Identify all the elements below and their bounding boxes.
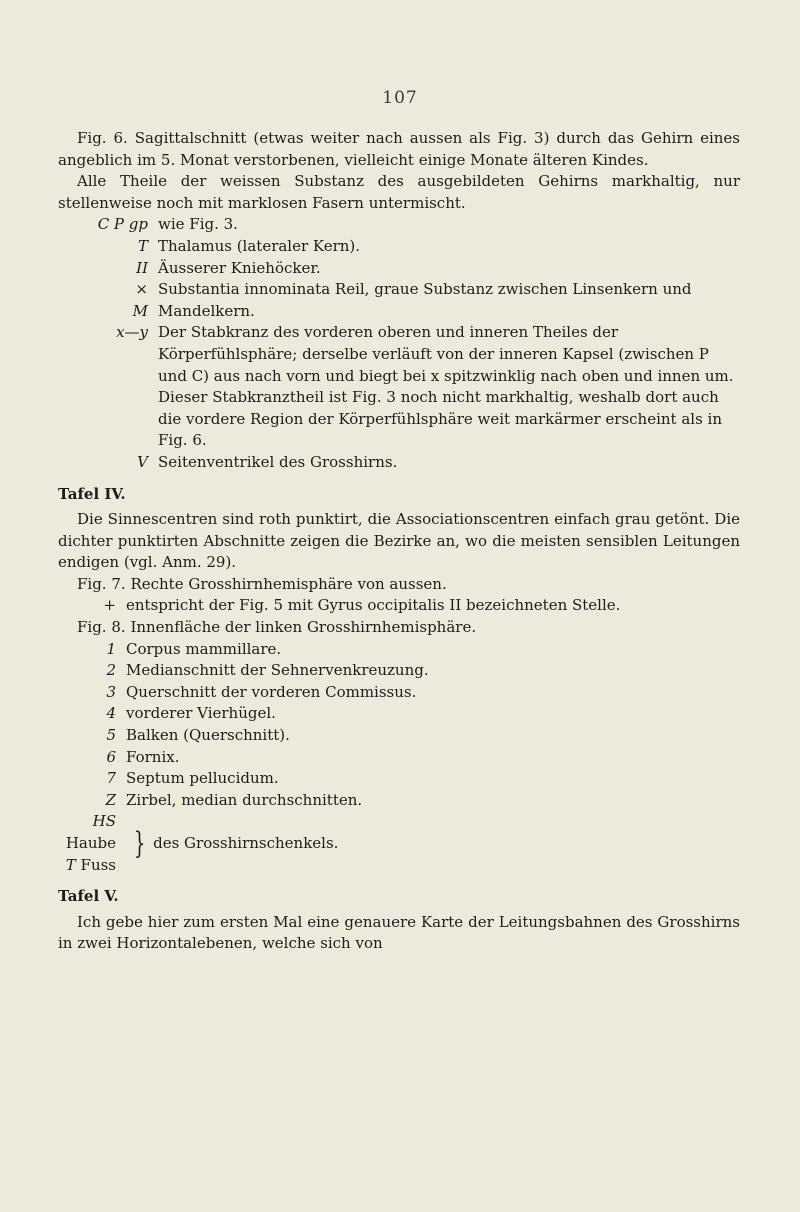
legend-text: Septum pellucidum. bbox=[126, 769, 279, 788]
legend-text: entspricht der Fig. 5 mit Gyrus occipitalis II bezeichneten Stelle. bbox=[126, 596, 621, 615]
legend-key: M bbox=[132, 301, 148, 320]
legend-item bbox=[58, 703, 740, 725]
legend-item bbox=[58, 660, 740, 682]
legend-key: 5 bbox=[106, 726, 116, 745]
brace-keys bbox=[58, 811, 126, 876]
legend-key: × bbox=[135, 280, 148, 299]
legend-item bbox=[58, 595, 740, 617]
legend-item bbox=[58, 682, 740, 704]
text-column bbox=[58, 128, 740, 955]
brace-text-haube: Haube bbox=[65, 834, 116, 852]
curly-brace: } bbox=[133, 825, 146, 861]
legend-key: 1 bbox=[106, 639, 116, 658]
fig8-legend bbox=[58, 639, 740, 812]
legend-key: II bbox=[136, 258, 148, 277]
fig8-text: Innenfläche der linken Grosshirnhemisphäre. bbox=[130, 618, 477, 637]
brace-text-fuss: Fuss bbox=[80, 855, 116, 874]
legend-key: C P gp bbox=[97, 215, 148, 234]
legend-key: 3 bbox=[106, 682, 116, 701]
legend-text: Balken (Querschnitt). bbox=[126, 726, 290, 745]
fig7-legend bbox=[58, 595, 740, 617]
brace-key-t: T bbox=[65, 855, 76, 874]
legend-text: Fornix. bbox=[126, 747, 180, 766]
legend-key: x—y bbox=[116, 323, 148, 342]
legend-text: Querschnitt der vorderen Commissus. bbox=[126, 682, 417, 701]
legend-key: T bbox=[137, 236, 148, 255]
legend-item bbox=[58, 279, 740, 301]
legend-text: Mandelkern. bbox=[158, 301, 255, 320]
legend-item bbox=[58, 790, 740, 812]
legend-key: 4 bbox=[106, 704, 116, 723]
legend-key: 6 bbox=[106, 747, 116, 766]
fig8-caption bbox=[58, 617, 740, 639]
legend-item bbox=[58, 301, 740, 323]
legend-item bbox=[58, 639, 740, 661]
legend-text: Seitenventrikel des Grosshirns. bbox=[158, 452, 398, 471]
fig6-legend bbox=[58, 214, 740, 473]
legend-item bbox=[58, 258, 740, 280]
legend-item bbox=[58, 725, 740, 747]
legend-key: + bbox=[103, 596, 116, 615]
fig7-caption bbox=[58, 574, 740, 596]
page-number: 107 bbox=[382, 88, 418, 108]
legend-text: Corpus mammillare. bbox=[126, 639, 282, 658]
legend-item bbox=[58, 452, 740, 474]
legend-key: V bbox=[137, 452, 148, 471]
legend-item bbox=[58, 747, 740, 769]
legend-text: Substantia innominata Reil, graue Substanz zwischen Linsenkern und bbox=[158, 280, 692, 299]
legend-item bbox=[58, 768, 740, 790]
tafel5-heading: Tafel V. bbox=[58, 887, 119, 906]
legend-text: Medianschnitt der Sehnervenkreuzung. bbox=[126, 661, 429, 680]
legend-key: Z bbox=[105, 790, 116, 809]
fig6-paragraph: Alle Theile der weissen Substanz des ausgebildeten Gehirns markhaltig, nur stellenweise noch mit marklosen Fasern untermischt. bbox=[58, 172, 740, 212]
legend-text: Der Stabkranz des vorderen oberen und inneren Theiles der Körperfühlsphäre; derselbe verläuft von der inneren Kapsel (zwischen P und C) aus nach vorn und biegt bei x spitzwinklig nach oben und innen um. Dieser Stabkranztheil ist Fig. 3 noch nicht markhaltig, weshalb dort auch die vordere Region der Körperfühlsphäre weit markärmer erscheint als in Fig. 6. bbox=[158, 323, 734, 450]
legend-item bbox=[58, 322, 740, 452]
brace-key-hs: HS bbox=[92, 812, 116, 831]
legend-item bbox=[58, 214, 740, 236]
legend-text: vorderer Vierhügel. bbox=[126, 704, 276, 723]
legend-item bbox=[58, 236, 740, 258]
legend-key: 7 bbox=[106, 769, 116, 788]
brace-group bbox=[58, 811, 740, 876]
brace-text: des Grosshirnschenkels. bbox=[153, 834, 339, 852]
tafel5-text: Ich gebe hier zum ersten Mal eine genauere Karte der Leitungsbahnen des Grosshirns in zwei Horizontalebenen, welche sich von bbox=[58, 912, 740, 953]
legend-key: 2 bbox=[106, 661, 116, 680]
fig8-label: Fig. 8. bbox=[77, 618, 126, 637]
legend-text: Thalamus (lateraler Kern). bbox=[158, 236, 361, 255]
fig7-label: Fig. 7. bbox=[77, 574, 126, 593]
brace-row-t bbox=[58, 855, 116, 877]
legend-text: wie Fig. 3. bbox=[158, 215, 238, 234]
fig7-text: Rechte Grosshirnhemisphäre von aussen. bbox=[130, 574, 447, 593]
tafel4-intro: Die Sinnescentren sind roth punktirt, die Associationscentren einfach grau getönt. Die dichter punktirten Abschnitte zeigen die Bezirke an, wo die meisten sensiblen Leitungen endigen (vgl. Anm. 29). bbox=[58, 510, 740, 572]
brace-row-hs bbox=[58, 811, 116, 854]
tafel4-heading: Tafel IV. bbox=[58, 484, 126, 503]
legend-text: Äusserer Kniehöcker. bbox=[158, 258, 321, 277]
legend-text: Zirbel, median durchschnitten. bbox=[126, 790, 363, 809]
fig6-intro: Fig. 6. Sagittalschnitt (etwas weiter nach aussen als Fig. 3) durch das Gehirn eines angeblich im 5. Monat verstorbenen, vielleicht einige Monate älteren Kindes. bbox=[58, 129, 740, 169]
